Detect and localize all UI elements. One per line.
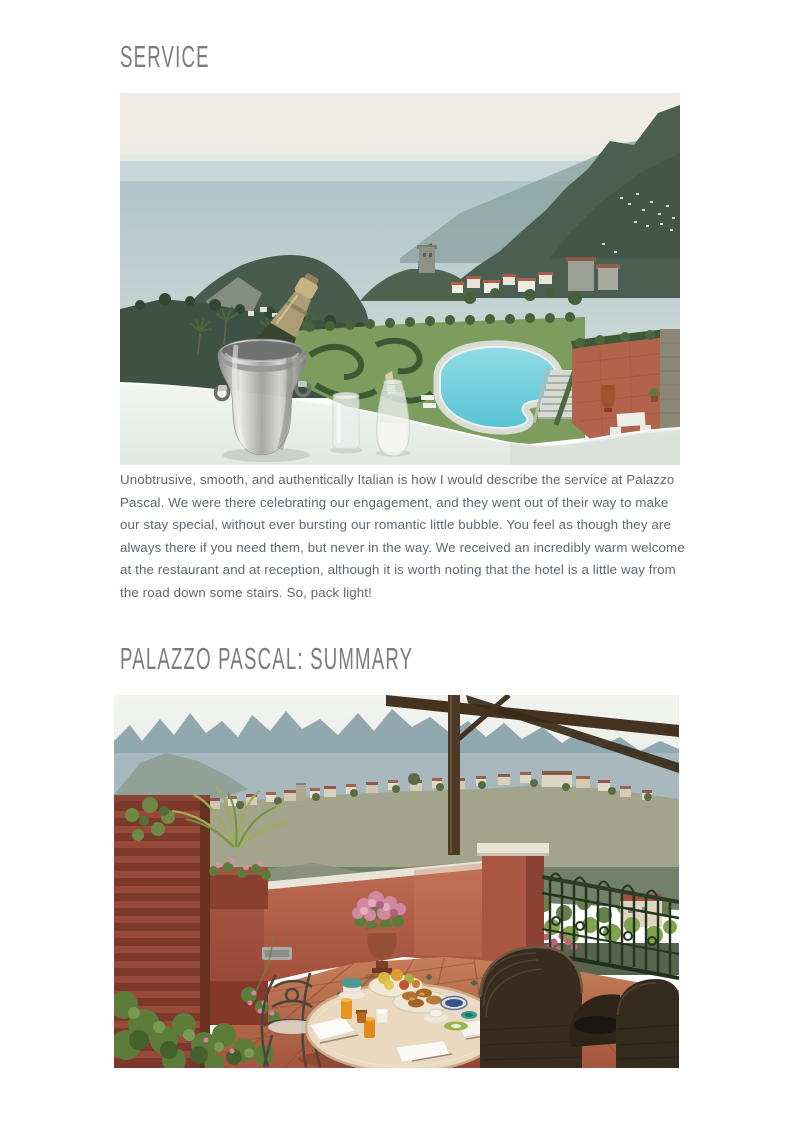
summary-heading-text: PALAZZO PASCAL: SUMMARY (120, 641, 414, 676)
service-heading (120, 40, 270, 74)
summary-heading (120, 642, 609, 676)
service-photo (120, 93, 680, 465)
amalfi-coast-view-illustration (120, 93, 680, 465)
summary-photo (114, 695, 679, 1068)
terrace-breakfast-illustration (114, 695, 679, 1068)
service-heading-text: SERVICE (120, 39, 210, 74)
service-paragraph: Unobtrusive, smooth, and authentically Italian is how I would describe the service at Palazzo Pascal. We were there celebrating our engagement, and they went out of their way to make our stay special, without ever bursting our romantic little bubble. You feel as though they are always there if you need them, but never in the way. We received an incredibly warm welcome at the restaurant and at reception, although it is worth noting that the hotel is a little way from the road down some stairs. So, pack light! (120, 472, 685, 600)
